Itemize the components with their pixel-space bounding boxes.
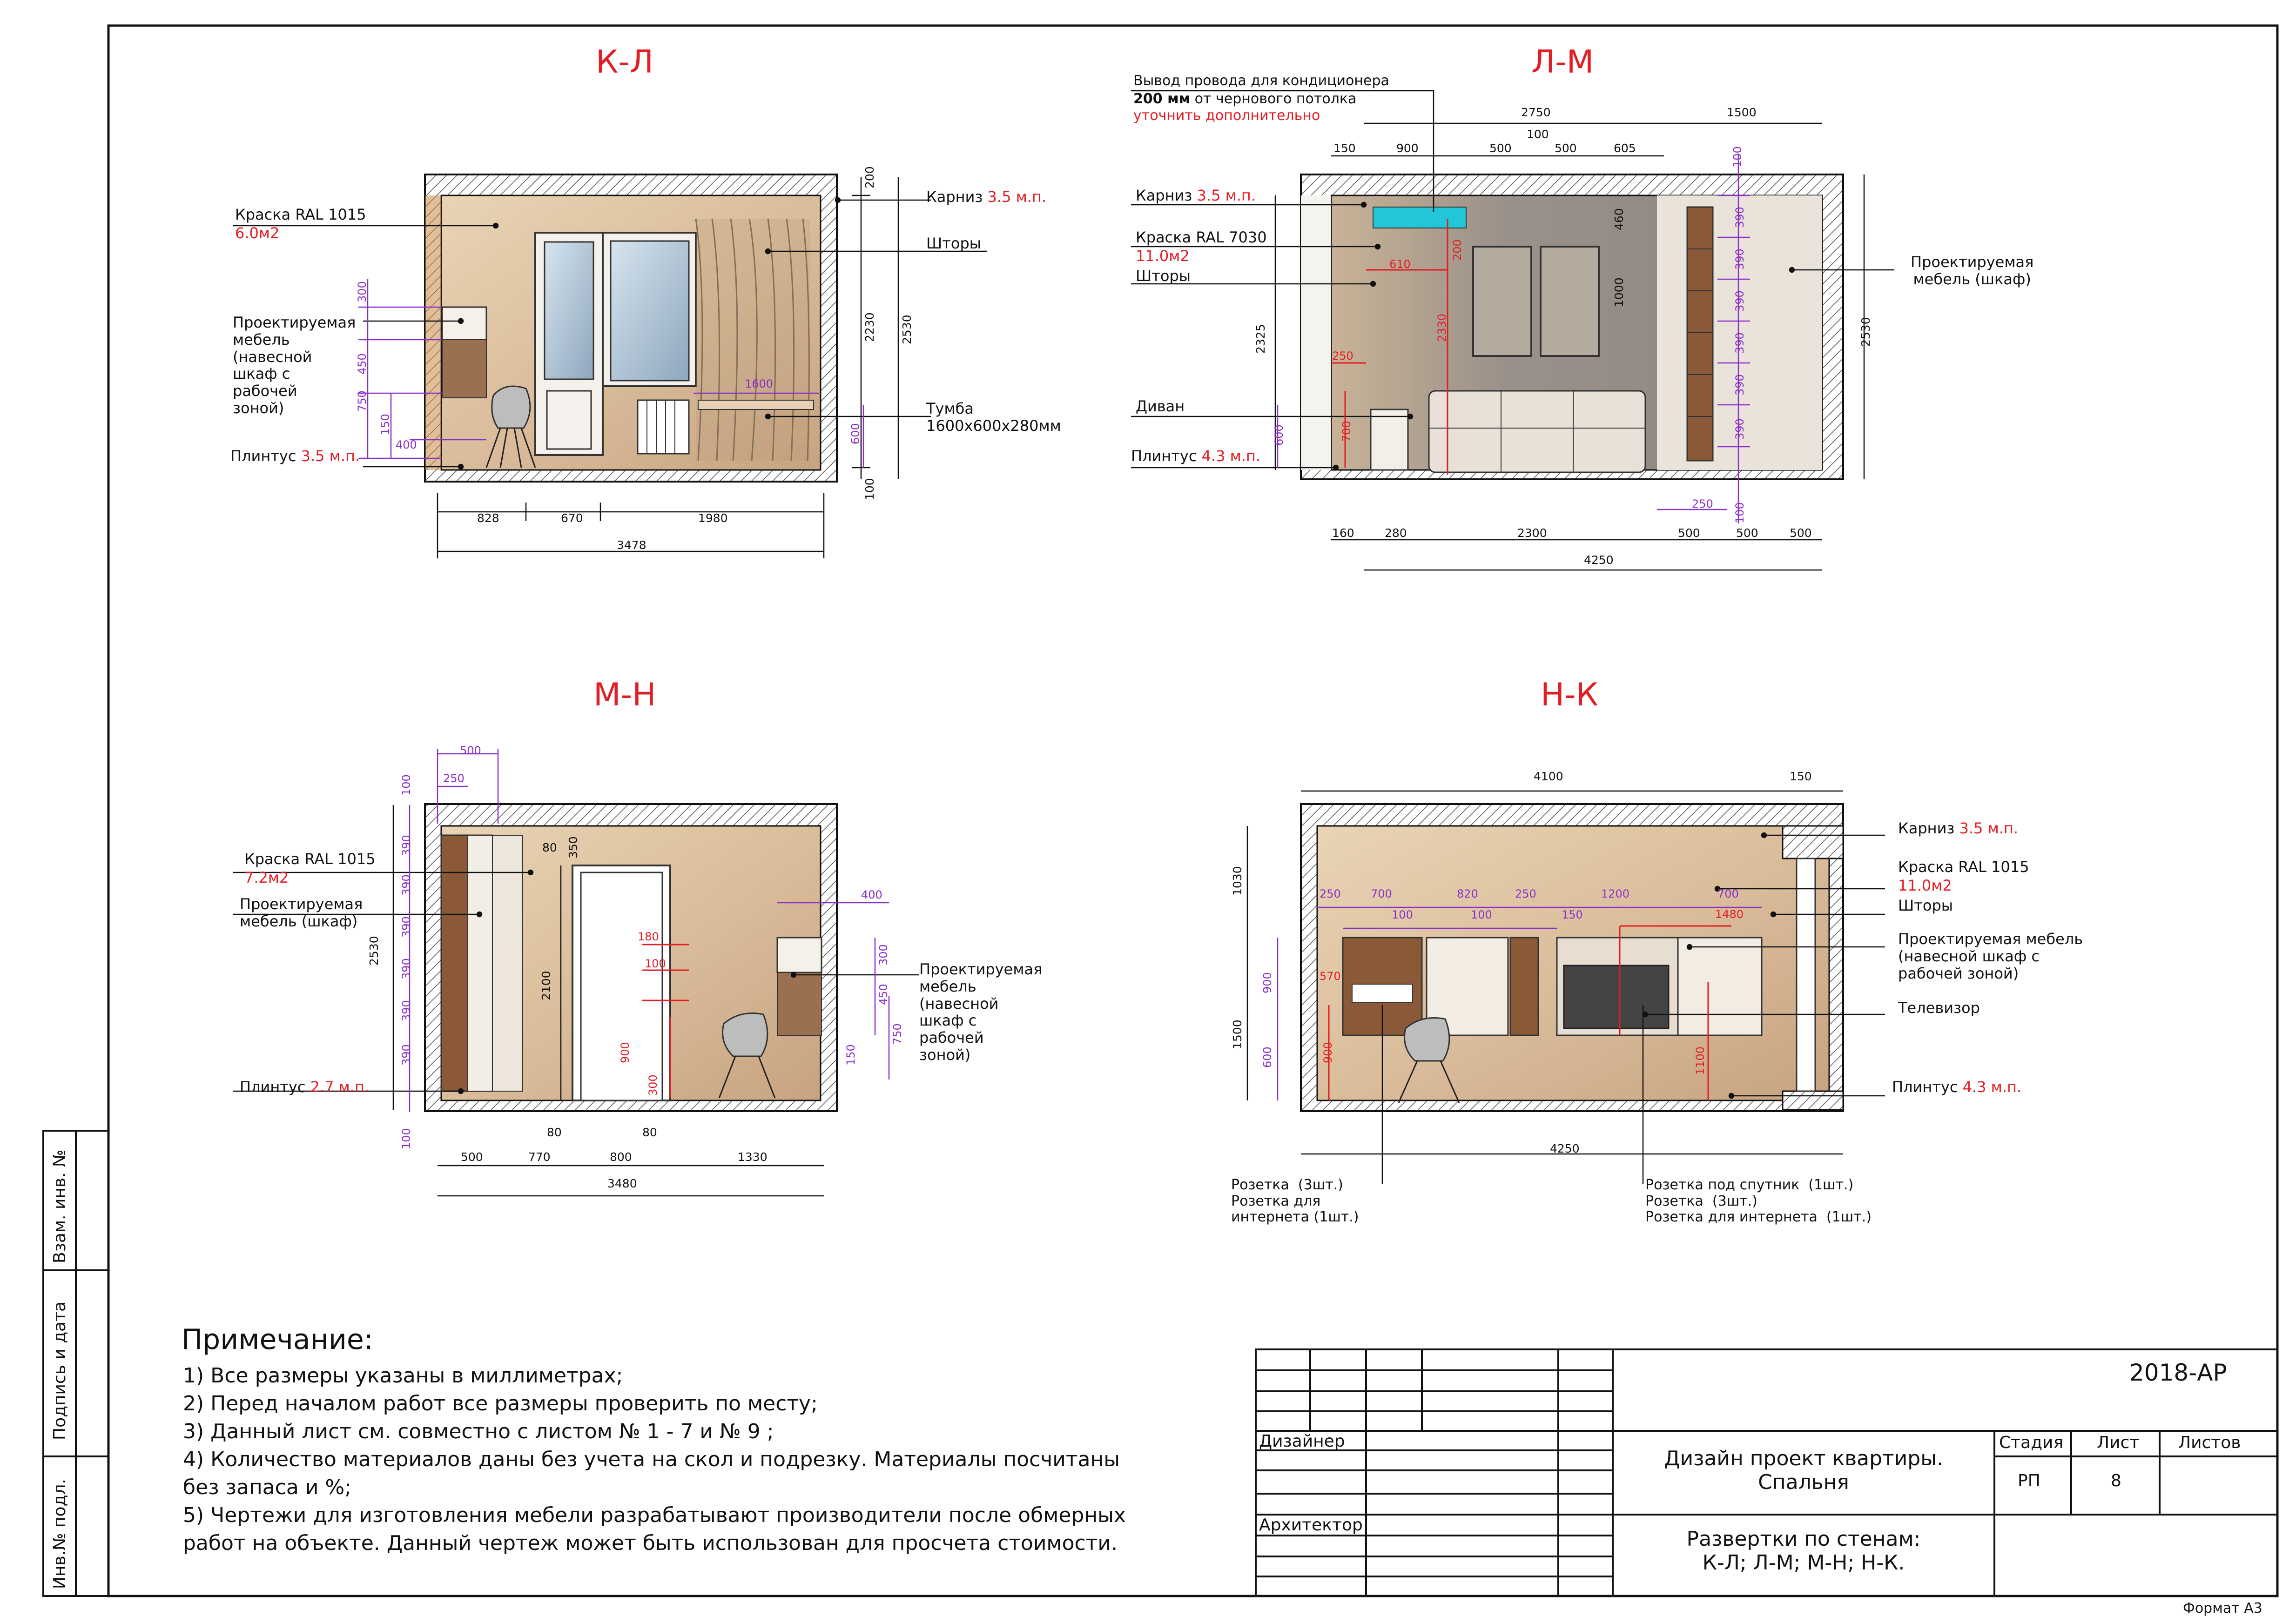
lm-sofa-label: Диван — [1136, 397, 1185, 415]
lm-dim-top-2: 1500 — [1727, 106, 1757, 119]
notes-item-1: 1) Все размеры указаны в миллиметрах; — [183, 1364, 623, 1388]
lm-dim-height-right: 2530 — [1859, 317, 1872, 347]
lm-plinth-text: Плинтус — [1131, 447, 1202, 465]
mn-dim-left-5: 390 — [400, 958, 413, 979]
mn-plinth-label — [240, 1079, 369, 1096]
kl-dim-bottom-2: 670 — [561, 511, 583, 525]
nk-dim-left-1030: 1030 — [1231, 866, 1244, 896]
view-title-mn: М-Н — [593, 677, 656, 713]
notes-item-4: 4) Количество материалов даны без учета на скол и подрезку. Материалы посчитаны — [183, 1448, 1120, 1471]
mn-dim-total: 3480 — [607, 1177, 637, 1190]
mn-dim-left-3: 390 — [400, 874, 413, 896]
lm-dim-100-right: 100 — [1731, 146, 1744, 168]
lm-dim-top2-1: 150 — [1333, 141, 1356, 155]
mn-dim-left-2: 390 — [400, 835, 413, 856]
mn-dim-left-8: 100 — [400, 1128, 413, 1149]
lm-dim-top2-4: 100 — [1527, 127, 1549, 141]
lm-paint-label: Краска RAL 7030 — [1136, 228, 1267, 246]
nk-dim-row2-3: 150 — [1562, 908, 1583, 921]
view-nk-drawing — [1247, 791, 1885, 1184]
nk-dim-row1-6: 700 — [1717, 887, 1739, 900]
nk-tv-label: Телевизор — [1898, 999, 1980, 1017]
lm-dim-bottom-5: 500 — [1736, 526, 1758, 540]
mn-dim-180: 180 — [638, 930, 659, 943]
lm-dim-bottom-6: 500 — [1790, 526, 1812, 540]
lm-dim-250-red: 250 — [1332, 349, 1353, 362]
nk-dim-total: 4250 — [1550, 1142, 1580, 1155]
kl-cabinet-label: Тумба 1600х600х280мм — [926, 400, 1061, 435]
kl-dim-1600: 1600 — [745, 377, 774, 390]
mn-furniture-right-label: Проектируемая мебель (навесной шкаф с рабочей зоной) — [919, 960, 1043, 1064]
format-label: Формат А3 — [2183, 1600, 2262, 1616]
kl-furniture-label: Проектируемая мебель (навесной шкаф с рабочей зоной) — [233, 314, 356, 417]
kl-paint-label: Краска RAL 1015 — [235, 206, 366, 223]
notes-item-2: 2) Перед началом работ все размеры проверить по месту; — [183, 1392, 818, 1415]
kl-dim-right-3: 100 — [863, 478, 876, 500]
mn-dim-top-250: 250 — [443, 772, 465, 785]
kl-dim-bottom-3: 1980 — [698, 511, 728, 525]
mn-plinth-length: 2.7 м.п. — [310, 1078, 370, 1096]
view-title-kl: К-Л — [596, 44, 653, 80]
kl-dim-left-4: 150 — [379, 414, 392, 435]
signature-date-stamp: Подпись и дата — [50, 1301, 69, 1440]
nk-dim-900-red: 900 — [1321, 1042, 1334, 1063]
mn-dim-900: 900 — [619, 1042, 632, 1063]
mn-dim-80-b: 80 — [642, 1126, 657, 1139]
nk-dim-row1-5: 1200 — [1601, 887, 1630, 900]
nk-plinth-length: 4.3 м.п. — [1962, 1078, 2022, 1096]
sheet-label: Лист — [2097, 1433, 2140, 1452]
lm-dim-shelf-6: 390 — [1733, 418, 1746, 440]
kl-cornice-text: Карниз — [926, 188, 988, 206]
mn-dim-2100: 2100 — [539, 971, 553, 1000]
nk-plinth-label — [1892, 1079, 2021, 1096]
lm-dim-bottom-2: 280 — [1385, 526, 1407, 540]
sheets-label: Листов — [2178, 1433, 2241, 1452]
mn-dim-right-750: 750 — [891, 1023, 904, 1045]
lm-cornice-text: Карниз — [1136, 187, 1197, 204]
lm-dim-700: 700 — [1340, 421, 1353, 442]
sheet-title: Развертки по стенам: К-Л; Л-М; М-Н; Н-К. — [1686, 1527, 1921, 1575]
mn-dim-top-500: 500 — [460, 744, 481, 757]
mn-dim-bottom-3: 800 — [610, 1150, 632, 1164]
mn-dim-height: 2530 — [367, 936, 381, 966]
view-mn-drawing — [233, 749, 919, 1196]
nk-dim-1100: 1100 — [1694, 1046, 1707, 1075]
nk-dim-row2-2: 100 — [1471, 908, 1492, 921]
lm-dim-top2-3: 500 — [1489, 141, 1512, 155]
mn-dim-80-a: 80 — [547, 1126, 562, 1139]
lm-cornice-length: 3.5 м.п. — [1197, 187, 1256, 204]
lm-dim-610: 610 — [1389, 258, 1411, 271]
mn-dim-350: 350 — [566, 836, 580, 858]
mn-dim-bottom-4: 1330 — [738, 1150, 768, 1164]
nk-dim-row1-2: 700 — [1371, 887, 1392, 900]
lm-cable-note-2 — [1133, 91, 1356, 107]
lm-plinth-length: 4.3 м.п. — [1201, 447, 1261, 465]
stage-label: Стадия — [1999, 1433, 2064, 1452]
mn-dim-300: 300 — [646, 1074, 660, 1096]
lm-cable-note-1: Вывод провода для кондиционера — [1133, 73, 1389, 89]
lm-cable-note-2-text: от чернового потолка — [1190, 91, 1357, 107]
nk-sockets-left: Розетка (3шт.) Розетка для интернета (1шт.) — [1231, 1177, 1359, 1225]
nk-paint-label: Краска RAL 1015 — [1898, 858, 2029, 876]
notes-item-7: работ на объекте. Данный чертеж может быть использован для просчета стоимости. — [183, 1531, 1118, 1555]
kl-dim-400: 400 — [396, 438, 417, 451]
mn-dim-right-400: 400 — [861, 888, 882, 901]
nk-dim-row1-4: 250 — [1515, 887, 1536, 900]
notes-heading: Примечание: — [182, 1323, 373, 1356]
stage-value: РП — [2018, 1471, 2040, 1490]
notes-item-6: 5) Чертежи для изготовления мебели разрабатывают производители после обмерных — [183, 1503, 1126, 1527]
lm-dim-shelf-2: 390 — [1733, 248, 1746, 270]
lm-dim-bottom-4: 500 — [1678, 526, 1700, 540]
nk-sockets-right: Розетка под спутник (1шт.) Розетка (3шт.) Розетка для интернета (1шт.) — [1645, 1177, 1872, 1225]
mn-furniture-left-label: Проектируемая мебель (шкаф) — [240, 895, 363, 930]
mn-paint-area: 7.2м2 — [244, 869, 289, 886]
lm-plinth-label — [1131, 448, 1260, 465]
nk-dim-left-600: 600 — [1261, 1046, 1274, 1068]
mn-dim-left-4: 390 — [400, 916, 413, 938]
kl-cornice-length: 3.5 м.п. — [987, 188, 1047, 206]
nk-dim-row1-3: 820 — [1457, 887, 1478, 900]
lm-cornice-label — [1136, 187, 1256, 204]
lm-paint-area: 11.0м2 — [1136, 247, 1190, 265]
sheet-value: 8 — [2111, 1471, 2121, 1490]
nk-dim-left-900: 900 — [1261, 972, 1274, 993]
nk-dim-1480: 1480 — [1715, 908, 1744, 921]
mn-plinth-text: Плинтус — [240, 1078, 310, 1096]
lm-cable-note-3: уточнить дополнительно — [1133, 107, 1320, 124]
nk-paint-area: 11.0м2 — [1898, 877, 1952, 894]
kl-curtains-label: Шторы — [926, 235, 982, 252]
lm-dim-shelf-1: 390 — [1733, 207, 1746, 228]
lm-dim-250: 250 — [1692, 497, 1713, 510]
kl-dim-left-3: 750 — [356, 390, 369, 412]
lm-curtains-label: Шторы — [1136, 267, 1191, 285]
nk-dim-top: 4100 — [1534, 770, 1563, 783]
original-inventory-stamp: Инв.№ подл. — [50, 1479, 69, 1589]
project-name: Дизайн проект квартиры. Спальня — [1664, 1447, 1943, 1494]
nk-cornice-text: Карниз — [1898, 819, 1959, 837]
nk-furniture-label: Проектируемая мебель (навесной шкаф с рабочей зоной) — [1898, 930, 2083, 982]
architect-label: Архитектор — [1259, 1516, 1363, 1535]
kl-dim-right-2: 2230 — [863, 312, 876, 342]
lm-dim-100b: 100 — [1733, 502, 1746, 523]
mn-dim-100: 100 — [645, 957, 666, 970]
lm-dim-1000: 1000 — [1612, 277, 1626, 307]
nk-cornice-label — [1898, 820, 2018, 837]
project-code: 2018-АР — [2129, 1359, 2227, 1386]
lm-dim-bottom-3: 2300 — [1517, 526, 1547, 540]
view-title-lm: Л-М — [1531, 44, 1594, 80]
mn-dim-right-150: 150 — [844, 1044, 857, 1066]
lm-dim-total: 4250 — [1584, 553, 1614, 567]
kl-dim-total: 3478 — [617, 538, 646, 552]
kl-cornice-label — [926, 188, 1046, 206]
nk-dim-570: 570 — [1320, 970, 1341, 983]
lm-dim-2330: 2330 — [1435, 313, 1448, 342]
notes-item-3: 3) Данный лист см. совместно с листом № 1 - 7 и № 9 ; — [183, 1420, 774, 1443]
nk-cornice-length: 3.5 м.п. — [1959, 819, 2019, 837]
mn-dim-right-450: 450 — [877, 984, 890, 1005]
replace-inventory-stamp: Взам. инв. № — [50, 1149, 69, 1263]
mn-dim-left-6: 390 — [400, 1000, 413, 1021]
lm-dim-shelf-3: 390 — [1733, 290, 1746, 312]
nk-dim-row2-1: 100 — [1392, 908, 1413, 921]
mn-dim-bottom-1: 500 — [461, 1150, 483, 1164]
kl-dim-600: 600 — [849, 423, 862, 444]
mn-dim-left-1: 100 — [400, 774, 413, 796]
lm-dim-top-1: 2750 — [1521, 106, 1551, 119]
designer-label: Дизайнер — [1259, 1432, 1345, 1451]
kl-dim-left-2: 450 — [356, 353, 369, 375]
view-title-nk: Н-К — [1541, 677, 1598, 713]
lm-cable-note-2-bold: 200 мм — [1133, 91, 1191, 107]
kl-dim-right-1: 200 — [863, 166, 876, 188]
lm-dim-460: 460 — [1612, 208, 1626, 230]
kl-paint-area: 6.0м2 — [235, 224, 280, 242]
mn-paint-label: Краска RAL 1015 — [244, 850, 376, 868]
kl-dim-height: 2530 — [900, 315, 914, 344]
nk-dim-150: 150 — [1790, 770, 1812, 783]
lm-dim-top2-6: 605 — [1614, 141, 1636, 155]
mn-dim-80-top: 80 — [542, 841, 557, 854]
nk-dim-left-1500: 1500 — [1231, 1019, 1244, 1049]
lm-dim-bottom-1: 160 — [1332, 526, 1354, 540]
kl-plinth-label — [230, 448, 360, 465]
nk-curtains-label: Шторы — [1898, 897, 1953, 914]
mn-dim-bottom-2: 770 — [528, 1150, 551, 1164]
kl-dim-left-1: 300 — [356, 281, 369, 302]
kl-plinth-length: 3.5 м.п. — [301, 447, 360, 465]
lm-dim-600: 600 — [1273, 424, 1286, 446]
lm-dim-200: 200 — [1451, 239, 1464, 261]
kl-plinth-text: Плинтус — [230, 447, 301, 465]
notes-item-5: без запаса и %; — [183, 1475, 352, 1499]
lm-dim-shelf-5: 390 — [1733, 374, 1746, 396]
view-lm-drawing — [1131, 91, 1894, 570]
kl-dim-bottom-1: 828 — [477, 511, 499, 525]
lm-dim-height-left: 2325 — [1254, 324, 1267, 354]
lm-dim-top2-5: 500 — [1555, 141, 1577, 155]
nk-dim-row1-1: 250 — [1320, 887, 1341, 900]
lm-dim-shelf-4: 390 — [1733, 332, 1746, 354]
lm-furniture-label: Проектируемая мебель (шкаф) — [1911, 253, 2034, 288]
mn-dim-left-7: 390 — [400, 1044, 413, 1066]
nk-plinth-text: Плинтус — [1892, 1078, 1963, 1096]
mn-dim-right-300: 300 — [877, 944, 890, 966]
lm-dim-top2-2: 900 — [1396, 141, 1419, 155]
